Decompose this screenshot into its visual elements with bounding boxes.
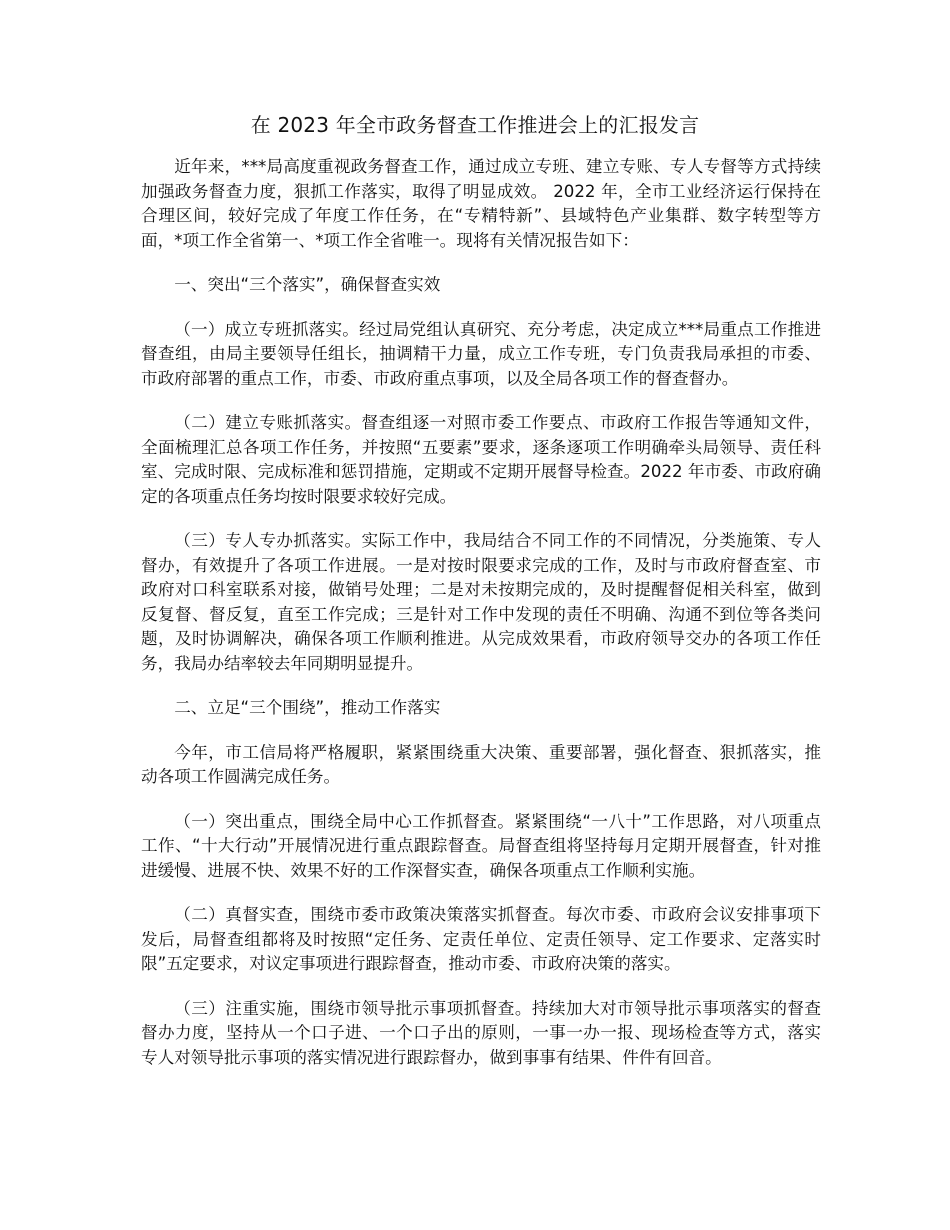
paragraph-intro: 近年来，***局高度重视政务督查工作，通过成立专班、建立专账、专人专督等方式持续加强政务督查力度，狠抓工作落实，取得了明显成效。 2022 年，全市工业经济运行保持在合理区间，较好完成了年度工作任务，在“专精特新”、县域特色产业集群、数字转型等方面，*项工作全省第一、*项工作全省唯一。现将有关情况报告如下：: [141, 157, 821, 250]
section-heading-1: 一、突出“三个落实”，确保督查实效: [174, 275, 441, 294]
paragraph-1-3: （三）专人专办抓落实。实际工作中，我局结合不同工作的不同情况，分类施策、专人督办，有效提升了各项工作进展。一是对按时限要求完成的工作，及时与市政府督查室、市政府对口科室联系对接，做销号处理；二是对未按期完成的，及时提醒督促相关科室，做到反复督、督反复，直至工作完成；三是针对工作中发现的责任不明确、沟通不到位等各类问题，及时协调解决，确保各项工作顺利推进。从完成效果看，市政府领导交办的各项工作任务，我局办结率较去年同期明显提升。: [141, 531, 821, 673]
paragraph-1-2: （二）建立专账抓落实。督查组逐一对照市委工作要点、市政府工作报告等通知文件，全面梳理汇总各项工作任务，并按照“五要素”要求，逐条逐项工作明确牵头局领导、责任科室、完成时限、完成标准和惩罚措施，定期或不定期开展督导检查。2022 年市委、市政府确定的各项重点任务均按时限要求较好完成。: [141, 413, 821, 506]
document-body: [141, 155, 821, 1070]
paragraph-2-3: （三）注重实施，围绕市领导批示事项抓督查。持续加大对市领导批示事项落实的督查督办力度，坚持从一个口子进、一个口子出的原则，一事一办一报、现场检查等方式，落实专人对领导批示事项的落实情况进行跟踪督办，做到事事有结果、件件有回音。: [141, 998, 821, 1067]
paragraph-2-1: （一）突出重点，围绕全局中心工作抓督查。紧紧围绕“一八十”工作思路，对八项重点工作、“十大行动”开展情况进行重点跟踪督查。局督查组将坚持每月定期开展督查，针对推进缓慢、进展不快、效果不好的工作深督实查，确保各项重点工作顺利实施。: [141, 811, 821, 880]
paragraph-2-intro: 今年，市工信局将严格履职，紧紧围绕重大决策、重要部署，强化督查、狠抓落实，推动各项工作圆满完成任务。: [141, 742, 821, 786]
paragraph-1-1: （一）成立专班抓落实。经过局党组认真研究、充分考虑，决定成立***局重点工作推进督查组，由局主要领导任组长，抽调精干力量，成立工作专班，专门负责我局承担的市委、市政府部署的重点工作，市委、市政府重点事项，以及全局各项工作的督查督办。: [141, 319, 821, 388]
page-title: 在 2023 年全市政务督查工作推进会上的汇报发言: [250, 113, 700, 137]
paragraph-2-2: （二）真督实查，围绕市委市政策决策落实抓督查。每次市委、市政府会议安排事项下发后，局督查组都将及时按照“定任务、定责任单位、定责任领导、定工作要求、定落实时限”五定要求，对议定事项进行跟踪督查，推动市委、市政府决策的落实。: [141, 905, 821, 973]
section-heading-2: 二、立足“三个围绕”，推动工作落实: [174, 698, 441, 717]
